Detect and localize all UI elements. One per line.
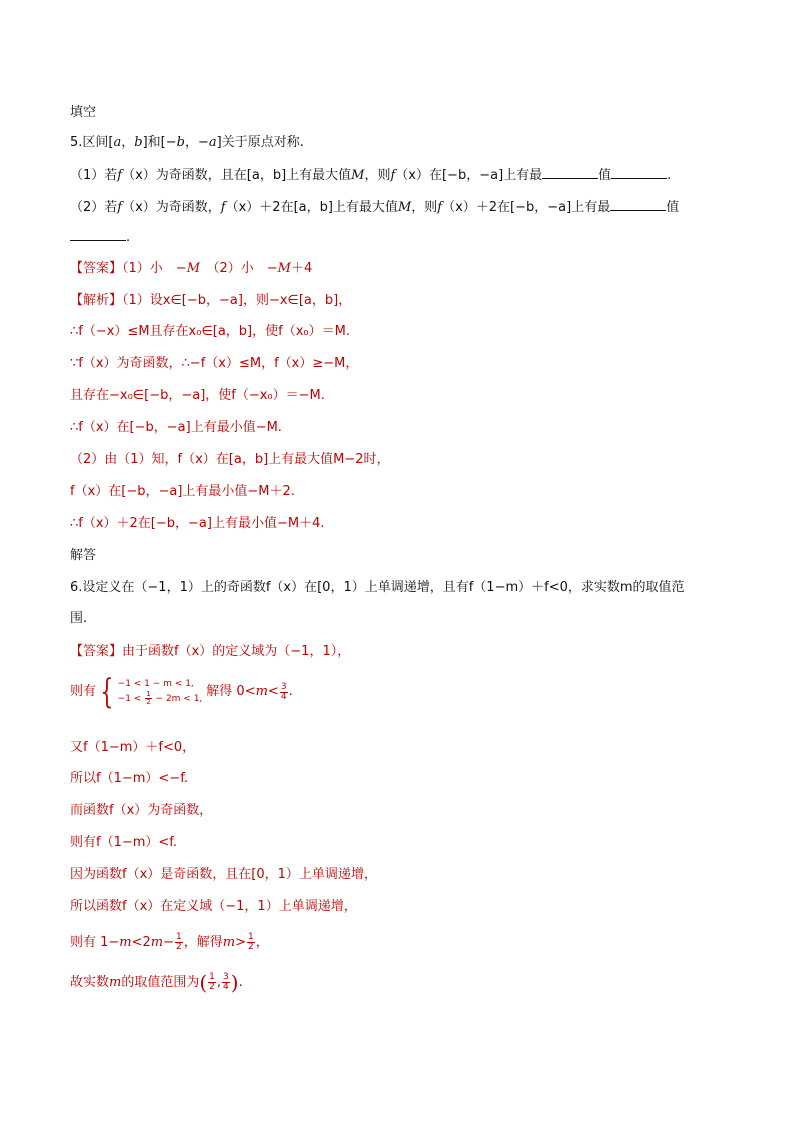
answer-blank[interactable] bbox=[542, 166, 598, 179]
q6-answer-line1 bbox=[70, 643, 350, 661]
var-M: M bbox=[351, 168, 365, 183]
q6-answer-line10 bbox=[70, 972, 243, 994]
var-a: a bbox=[208, 135, 217, 150]
inequality-system bbox=[118, 678, 203, 706]
answer-text: . bbox=[288, 684, 293, 699]
answer-text: − bbox=[163, 935, 175, 950]
fraction-numerator: 1 bbox=[146, 690, 151, 698]
q5-p1-text: （x）在[−b，−a]上有最 bbox=[395, 168, 543, 183]
answer-text: . bbox=[238, 975, 243, 990]
q5-part1 bbox=[70, 166, 671, 185]
answer-text: 的取值范围为 bbox=[121, 975, 200, 990]
q6-answer-line9 bbox=[70, 932, 269, 954]
inequality-text: − 2m < 1, bbox=[155, 694, 203, 704]
q5-solution-line5: ∴f（x）在[−b，−a]上有最小值−M. bbox=[70, 420, 282, 435]
q5-stem-text: ，− bbox=[184, 135, 209, 150]
var-b: b bbox=[176, 135, 185, 150]
func-f: f bbox=[220, 200, 226, 215]
q5-stem-text: ， bbox=[121, 135, 135, 150]
q5-p2-text: ，则 bbox=[411, 200, 438, 215]
fraction-denominator: 4 bbox=[223, 982, 229, 992]
q6-answer-line7: 因为函数f（x）是奇函数，且在[0，1）上单调递增， bbox=[70, 867, 377, 882]
solution-tag: 【解析】 bbox=[70, 293, 123, 308]
q5-solution-line6: （2）由（1）知，f（x）在[a，b]上有最大值M−2时， bbox=[70, 452, 390, 467]
func-f: f bbox=[117, 200, 123, 215]
q5-solution-line4: 且存在−x₀∈[−b，−a]，使f（−x₀）＝−M. bbox=[70, 388, 325, 403]
fraction-denominator: 2 bbox=[146, 698, 151, 706]
q5-p2-text: . bbox=[126, 230, 131, 245]
func-f: f bbox=[390, 168, 396, 183]
answer-text: 故实数 bbox=[70, 975, 110, 990]
var-M: M bbox=[186, 261, 200, 276]
answer-text: 则有 bbox=[70, 684, 97, 699]
var-b: b bbox=[134, 135, 143, 150]
q5-p1-text: . bbox=[667, 168, 672, 183]
answer-text: 由于函数f（x）的定义域为（−1，1）， bbox=[122, 644, 351, 659]
answer-text: （2）小 − bbox=[200, 261, 278, 276]
answer-text: > bbox=[235, 935, 247, 950]
q5-p2-text: （x）＋2在[−b，−a]上有最 bbox=[442, 200, 611, 215]
q5-p1-text: 值 bbox=[598, 168, 612, 183]
inequality-text: −1 < bbox=[117, 694, 142, 704]
q5-solution-line2: ∴f（−x）≤M且存在x₀∈[a，b]，使f（x₀）＝M. bbox=[70, 324, 350, 339]
q6-answer-line3: 又f（1−m）＋f<0， bbox=[70, 740, 196, 755]
var-M: M bbox=[397, 200, 412, 215]
q5-p2-text: （x）＋2在[a，b]上有最大值 bbox=[225, 200, 398, 215]
q6-answer-line8: 所以函数f（x）在定义域（−1，1）上单调递增， bbox=[70, 899, 357, 914]
fraction-denominator: 2 bbox=[209, 982, 215, 992]
answer-tag: 【答案】 bbox=[70, 644, 123, 659]
q6-stem-line2: 围. bbox=[70, 611, 88, 626]
q5-p2-text: （x）为奇函数， bbox=[122, 200, 221, 215]
fraction-numerator: 1 bbox=[209, 972, 215, 982]
answer-tag: 【答案】 bbox=[70, 261, 123, 276]
var-m: m bbox=[109, 975, 122, 990]
answer-text: 解得 0< bbox=[206, 684, 256, 699]
answer-text: <2 bbox=[131, 935, 151, 950]
fraction-denominator: 2 bbox=[248, 942, 254, 952]
fraction bbox=[247, 933, 255, 952]
answer-blank[interactable] bbox=[610, 198, 666, 211]
fraction-denominator: 2 bbox=[176, 942, 182, 952]
answer-text: < bbox=[267, 684, 279, 699]
answer-blank[interactable] bbox=[611, 166, 667, 179]
inequality-row: −1 < 1 − m < 1, bbox=[117, 679, 194, 689]
fraction-numerator: 3 bbox=[223, 972, 229, 982]
left-paren: ( bbox=[199, 970, 208, 995]
q5-solution-line3: ∵f（x）为奇函数，∴−f（x）≤M，f（x）≥−M， bbox=[70, 356, 359, 371]
answer-text: 则有 1− bbox=[70, 935, 120, 950]
section-heading-solve: 解答 bbox=[70, 548, 97, 563]
answer-text: ，解得 bbox=[183, 935, 223, 950]
fraction bbox=[208, 973, 216, 992]
fraction-denominator: 4 bbox=[280, 691, 287, 702]
q5-solution-line8: ∴f（x）＋2在[−b，−a]上有最小值−M＋4. bbox=[70, 516, 325, 531]
q6-answer-line6: 则有f（1−m）<f. bbox=[70, 835, 178, 850]
inequality-row bbox=[118, 691, 203, 706]
q5-answer bbox=[70, 260, 312, 278]
right-paren: ) bbox=[230, 970, 239, 995]
var-a: a bbox=[113, 135, 122, 150]
func-f: f bbox=[117, 168, 123, 183]
q5-stem bbox=[70, 134, 304, 152]
answer-text: （1）小 − bbox=[122, 261, 187, 276]
answer-text: , bbox=[216, 975, 222, 990]
answer-blank[interactable] bbox=[70, 228, 126, 241]
q5-p2-text: 值 bbox=[666, 200, 680, 215]
var-m: m bbox=[255, 684, 268, 699]
fraction bbox=[145, 691, 151, 706]
q5-stem-text: 5.区间[ bbox=[70, 135, 114, 150]
fraction-numerator: 1 bbox=[248, 932, 254, 942]
q5-stem-text: ]和[− bbox=[142, 135, 177, 150]
fraction bbox=[222, 973, 230, 992]
q5-part2-cont bbox=[70, 228, 130, 247]
answer-text: ， bbox=[255, 935, 269, 950]
fraction bbox=[280, 683, 288, 702]
q5-part2 bbox=[70, 198, 679, 217]
fraction-numerator: 1 bbox=[176, 932, 182, 942]
section-heading-fill: 填空 bbox=[70, 105, 97, 120]
q6-stem-line1: 6.设定义在（−1，1）上的奇函数f（x）在[0，1）上单调递增，且有f（1−m）＋f<0，求实数m的取值范 bbox=[70, 580, 685, 595]
q5-p2-text: （2）若 bbox=[70, 200, 118, 215]
q5-p1-text: （x）为奇函数，且在[a，b]上有最大值 bbox=[122, 168, 352, 183]
solution-text: （1）设x∈[−b，−a]，则−x∈[a，b]， bbox=[122, 293, 352, 308]
brace-symbol: { bbox=[100, 672, 114, 712]
var-m: m bbox=[222, 935, 236, 950]
q5-solution-line1 bbox=[70, 292, 351, 310]
fraction bbox=[175, 933, 183, 952]
fraction-numerator: 3 bbox=[280, 681, 287, 692]
func-f: f bbox=[437, 200, 443, 215]
q6-answer-line5: 而函数f（x）为奇函数， bbox=[70, 803, 213, 818]
q6-answer-system bbox=[70, 672, 293, 713]
var-m: m bbox=[150, 935, 164, 950]
q5-p1-text: ，则 bbox=[364, 168, 391, 183]
q5-solution-line7: f（x）在[−b，−a]上有最小值−M＋2. bbox=[70, 484, 295, 499]
var-m: m bbox=[119, 935, 132, 950]
var-M: M bbox=[277, 261, 291, 276]
answer-text: ＋4 bbox=[290, 261, 313, 276]
q6-answer-line4: 所以f（1−m）<−f. bbox=[70, 771, 188, 786]
q5-p1-text: （1）若 bbox=[70, 168, 118, 183]
q5-stem-text: ]关于原点对称. bbox=[216, 135, 304, 150]
